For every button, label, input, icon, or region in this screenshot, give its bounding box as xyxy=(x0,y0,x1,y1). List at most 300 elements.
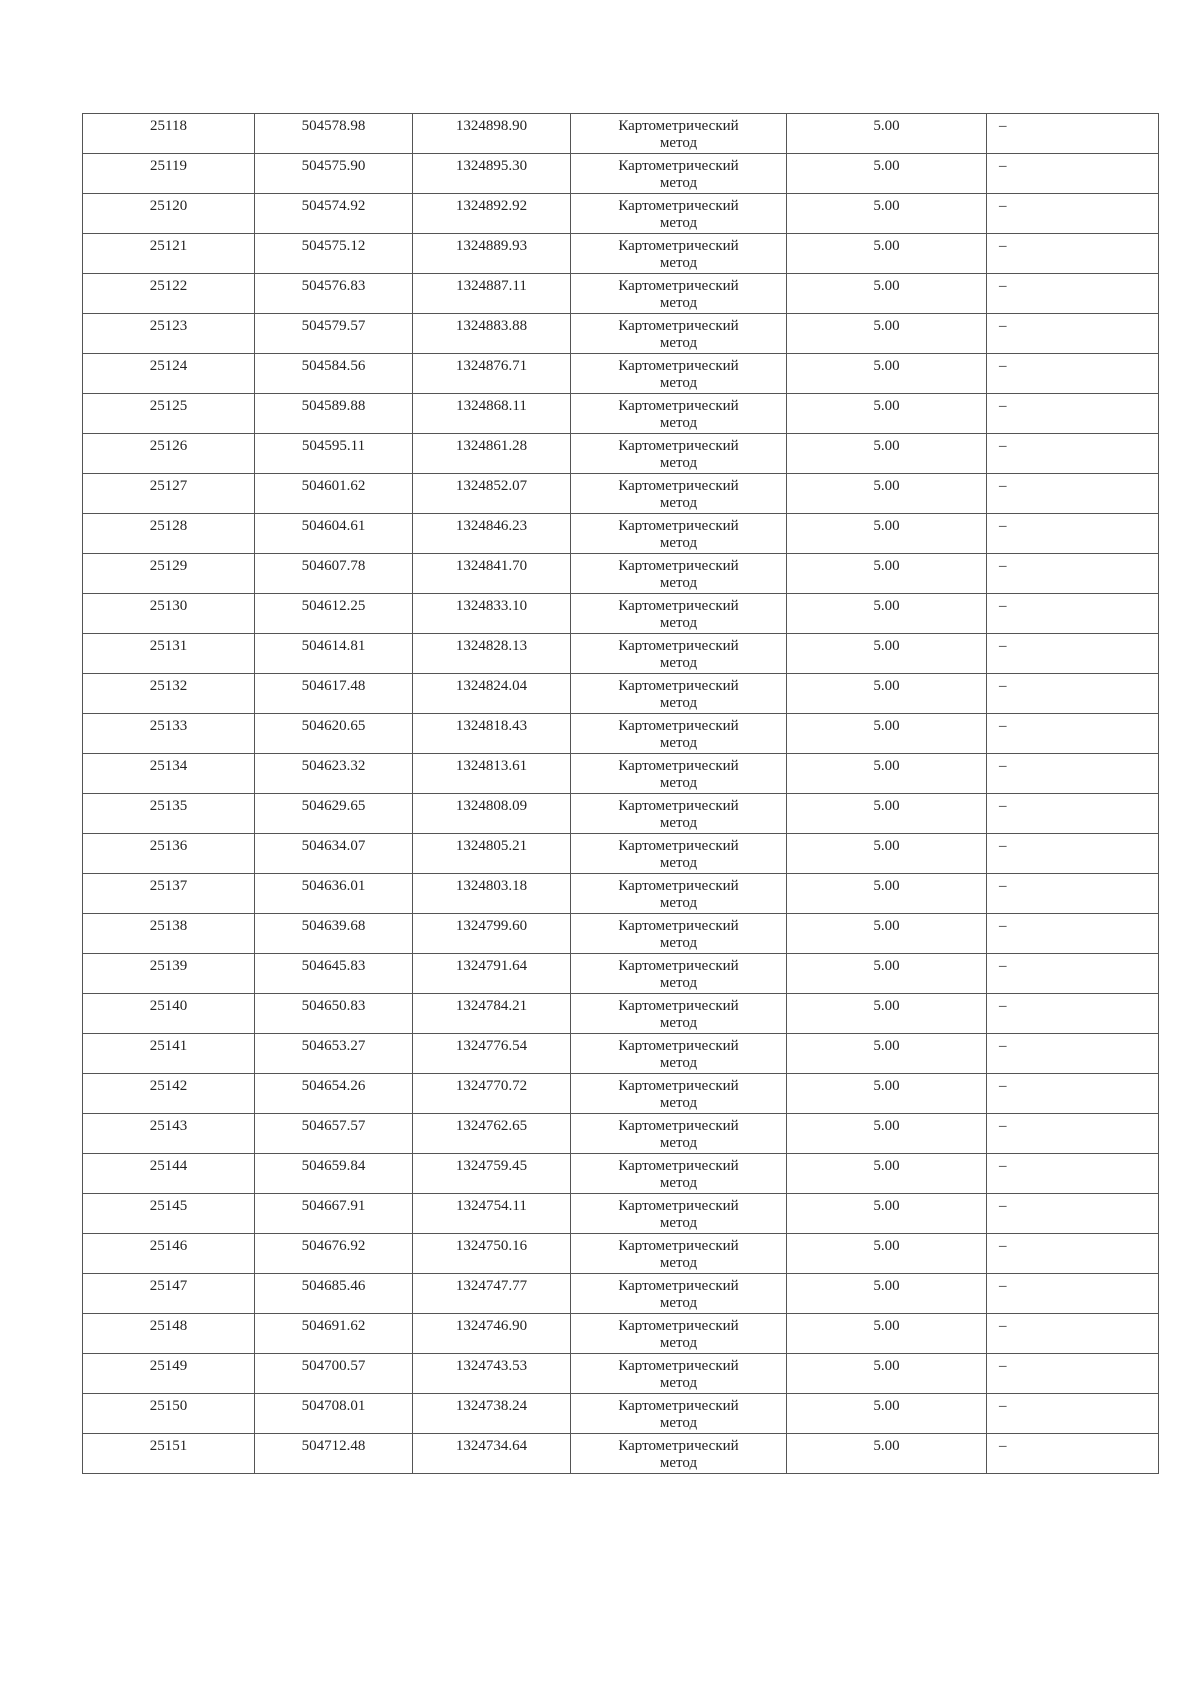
table-row xyxy=(83,954,1159,994)
y-coordinate-cell xyxy=(413,234,571,274)
method-cell xyxy=(571,1154,787,1194)
method-cell xyxy=(571,1034,787,1074)
x-coordinate: 504685.46 xyxy=(301,1278,366,1294)
note-cell xyxy=(987,234,1159,274)
x-coordinate: 504634.07 xyxy=(301,838,366,854)
accuracy-value: 5.00 xyxy=(873,438,900,454)
y-coordinate: 1324841.70 xyxy=(455,558,528,574)
method-line-1: Картометрический xyxy=(618,1078,739,1094)
point-id: 25141 xyxy=(149,1038,188,1054)
accuracy-value: 5.00 xyxy=(873,1198,900,1214)
x-coordinate: 504691.62 xyxy=(301,1318,366,1334)
method-line-1: Картометрический xyxy=(618,398,739,414)
method-line-2: метод xyxy=(659,175,698,191)
method-cell xyxy=(571,834,787,874)
note-cell xyxy=(987,354,1159,394)
y-coordinate-cell xyxy=(413,194,571,234)
method-line-2: метод xyxy=(659,1135,698,1151)
accuracy-cell xyxy=(787,1314,987,1354)
method-line-2: метод xyxy=(659,1015,698,1031)
method-line-1: Картометрический xyxy=(618,998,739,1014)
accuracy-cell xyxy=(787,954,987,994)
point-id: 25143 xyxy=(149,1118,188,1134)
accuracy-cell xyxy=(787,1034,987,1074)
method-line-2: метод xyxy=(659,335,698,351)
point-id-cell xyxy=(83,114,255,154)
note-cell xyxy=(987,794,1159,834)
y-coordinate: 1324852.07 xyxy=(455,478,528,494)
note-value: – xyxy=(999,1118,1007,1134)
note-cell xyxy=(987,1074,1159,1114)
method-line-2: метод xyxy=(659,1175,698,1191)
method-line-1: Картометрический xyxy=(618,1358,739,1374)
y-coordinate: 1324770.72 xyxy=(455,1078,528,1094)
table-row xyxy=(83,554,1159,594)
method-cell xyxy=(571,1114,787,1154)
point-id: 25121 xyxy=(149,238,188,254)
note-value: – xyxy=(999,278,1007,294)
x-coordinate-cell xyxy=(255,1034,413,1074)
point-id: 25124 xyxy=(149,358,188,374)
y-coordinate: 1324805.21 xyxy=(455,838,528,854)
point-id: 25148 xyxy=(149,1318,188,1334)
accuracy-value: 5.00 xyxy=(873,1398,900,1414)
method-line-2: метод xyxy=(659,215,698,231)
accuracy-cell xyxy=(787,1154,987,1194)
y-coordinate: 1324846.23 xyxy=(455,518,528,534)
method-line-1: Картометрический xyxy=(618,838,739,854)
accuracy-cell xyxy=(787,634,987,674)
accuracy-value: 5.00 xyxy=(873,798,900,814)
note-cell xyxy=(987,194,1159,234)
y-coordinate: 1324747.77 xyxy=(455,1278,528,1294)
note-cell xyxy=(987,1114,1159,1154)
table-row xyxy=(83,154,1159,194)
method-line-1: Картометрический xyxy=(618,158,739,174)
point-id-cell xyxy=(83,354,255,394)
accuracy-cell xyxy=(787,514,987,554)
method-cell xyxy=(571,354,787,394)
method-line-2: метод xyxy=(659,735,698,751)
point-id-cell xyxy=(83,634,255,674)
accuracy-value: 5.00 xyxy=(873,478,900,494)
table-row xyxy=(83,914,1159,954)
note-cell xyxy=(987,674,1159,714)
x-coordinate-cell xyxy=(255,1074,413,1114)
x-coordinate: 504574.92 xyxy=(301,198,366,214)
note-value: – xyxy=(999,1198,1007,1214)
point-id: 25142 xyxy=(149,1078,188,1094)
accuracy-cell xyxy=(787,394,987,434)
x-coordinate: 504617.48 xyxy=(301,678,366,694)
accuracy-value: 5.00 xyxy=(873,1158,900,1174)
point-id: 25139 xyxy=(149,958,188,974)
method-line-1: Картометрический xyxy=(618,918,739,934)
point-id: 25146 xyxy=(149,1238,188,1254)
y-coordinate: 1324887.11 xyxy=(456,278,527,294)
note-value: – xyxy=(999,118,1007,134)
x-coordinate-cell xyxy=(255,1434,413,1474)
accuracy-value: 5.00 xyxy=(873,398,900,414)
accuracy-cell xyxy=(787,274,987,314)
point-id-cell xyxy=(83,554,255,594)
x-coordinate-cell xyxy=(255,634,413,674)
method-line-2: метод xyxy=(659,255,698,271)
point-id-cell xyxy=(83,314,255,354)
y-coordinate-cell xyxy=(413,674,571,714)
y-coordinate-cell xyxy=(413,1074,571,1114)
y-coordinate: 1324861.28 xyxy=(455,438,528,454)
method-cell xyxy=(571,1354,787,1394)
y-coordinate-cell xyxy=(413,1354,571,1394)
accuracy-cell xyxy=(787,714,987,754)
x-coordinate: 504623.32 xyxy=(301,758,366,774)
table-row xyxy=(83,1354,1159,1394)
table-row xyxy=(83,754,1159,794)
note-cell xyxy=(987,874,1159,914)
y-coordinate-cell xyxy=(413,1114,571,1154)
x-coordinate-cell xyxy=(255,114,413,154)
point-id-cell xyxy=(83,1114,255,1154)
y-coordinate-cell xyxy=(413,274,571,314)
table-row xyxy=(83,514,1159,554)
point-id: 25145 xyxy=(149,1198,188,1214)
method-line-1: Картометрический xyxy=(618,1038,739,1054)
note-cell xyxy=(987,954,1159,994)
method-cell xyxy=(571,594,787,634)
method-line-2: метод xyxy=(659,1335,698,1351)
x-coordinate-cell xyxy=(255,1234,413,1274)
method-line-2: метод xyxy=(659,535,698,551)
note-value: – xyxy=(999,398,1007,414)
x-coordinate-cell xyxy=(255,554,413,594)
accuracy-cell xyxy=(787,234,987,274)
method-cell xyxy=(571,274,787,314)
point-id-cell xyxy=(83,994,255,1034)
point-id: 25150 xyxy=(149,1398,188,1414)
y-coordinate-cell xyxy=(413,114,571,154)
accuracy-value: 5.00 xyxy=(873,278,900,294)
accuracy-value: 5.00 xyxy=(873,1118,900,1134)
x-coordinate: 504650.83 xyxy=(301,998,366,1014)
x-coordinate-cell xyxy=(255,394,413,434)
y-coordinate: 1324833.10 xyxy=(455,598,528,614)
x-coordinate-cell xyxy=(255,834,413,874)
x-coordinate: 504629.65 xyxy=(301,798,366,814)
method-cell xyxy=(571,394,787,434)
accuracy-cell xyxy=(787,1274,987,1314)
y-coordinate-cell xyxy=(413,1194,571,1234)
x-coordinate: 504700.57 xyxy=(301,1358,366,1374)
point-id-cell xyxy=(83,954,255,994)
method-cell xyxy=(571,514,787,554)
x-coordinate-cell xyxy=(255,1394,413,1434)
point-id: 25127 xyxy=(149,478,188,494)
table-row xyxy=(83,1234,1159,1274)
method-line-1: Картометрический xyxy=(618,798,739,814)
accuracy-cell xyxy=(787,754,987,794)
method-line-2: метод xyxy=(659,935,698,951)
point-id-cell xyxy=(83,834,255,874)
note-cell xyxy=(987,1234,1159,1274)
point-id-cell xyxy=(83,234,255,274)
note-value: – xyxy=(999,758,1007,774)
method-line-1: Картометрический xyxy=(618,878,739,894)
x-coordinate-cell xyxy=(255,354,413,394)
accuracy-value: 5.00 xyxy=(873,878,900,894)
table-row xyxy=(83,1194,1159,1234)
accuracy-value: 5.00 xyxy=(873,558,900,574)
note-cell xyxy=(987,514,1159,554)
method-cell xyxy=(571,314,787,354)
method-line-1: Картометрический xyxy=(618,278,739,294)
y-coordinate: 1324776.54 xyxy=(455,1038,528,1054)
x-coordinate-cell xyxy=(255,1154,413,1194)
note-value: – xyxy=(999,358,1007,374)
note-value: – xyxy=(999,1278,1007,1294)
point-id: 25133 xyxy=(149,718,188,734)
method-cell xyxy=(571,1234,787,1274)
point-id: 25149 xyxy=(149,1358,188,1374)
method-cell xyxy=(571,634,787,674)
y-coordinate-cell xyxy=(413,1274,571,1314)
method-line-1: Картометрический xyxy=(618,638,739,654)
note-cell xyxy=(987,154,1159,194)
table-row xyxy=(83,1114,1159,1154)
accuracy-value: 5.00 xyxy=(873,918,900,934)
method-cell xyxy=(571,714,787,754)
x-coordinate: 504667.91 xyxy=(301,1198,366,1214)
y-coordinate-cell xyxy=(413,314,571,354)
note-cell xyxy=(987,1354,1159,1394)
note-cell xyxy=(987,994,1159,1034)
accuracy-value: 5.00 xyxy=(873,598,900,614)
y-coordinate-cell xyxy=(413,874,571,914)
y-coordinate-cell xyxy=(413,354,571,394)
method-line-1: Картометрический xyxy=(618,598,739,614)
x-coordinate: 504657.57 xyxy=(301,1118,366,1134)
method-line-1: Картометрический xyxy=(618,238,739,254)
point-id: 25118 xyxy=(150,118,187,134)
x-coordinate: 504639.68 xyxy=(301,918,366,934)
method-cell xyxy=(571,434,787,474)
accuracy-cell xyxy=(787,914,987,954)
y-coordinate: 1324883.88 xyxy=(455,318,528,334)
y-coordinate: 1324734.64 xyxy=(455,1438,528,1454)
accuracy-value: 5.00 xyxy=(873,958,900,974)
table-row xyxy=(83,714,1159,754)
accuracy-cell xyxy=(787,834,987,874)
table-row xyxy=(83,234,1159,274)
note-cell xyxy=(987,1034,1159,1074)
note-value: – xyxy=(999,318,1007,334)
point-id: 25130 xyxy=(149,598,188,614)
method-line-1: Картометрический xyxy=(618,1158,739,1174)
x-coordinate-cell xyxy=(255,994,413,1034)
y-coordinate-cell xyxy=(413,994,571,1034)
table-row xyxy=(83,434,1159,474)
note-value: – xyxy=(999,1438,1007,1454)
x-coordinate: 504607.78 xyxy=(301,558,366,574)
table-row xyxy=(83,1154,1159,1194)
accuracy-value: 5.00 xyxy=(873,678,900,694)
method-line-2: метод xyxy=(659,1095,698,1111)
y-coordinate-cell xyxy=(413,394,571,434)
method-line-2: метод xyxy=(659,695,698,711)
accuracy-cell xyxy=(787,114,987,154)
point-id: 25140 xyxy=(149,998,188,1014)
point-id-cell xyxy=(83,874,255,914)
point-id-cell xyxy=(83,1154,255,1194)
y-coordinate: 1324898.90 xyxy=(455,118,528,134)
method-line-2: метод xyxy=(659,455,698,471)
note-cell xyxy=(987,314,1159,354)
accuracy-value: 5.00 xyxy=(873,718,900,734)
y-coordinate: 1324876.71 xyxy=(455,358,528,374)
y-coordinate: 1324750.16 xyxy=(455,1238,528,1254)
x-coordinate: 504708.01 xyxy=(301,1398,366,1414)
point-id-cell xyxy=(83,714,255,754)
x-coordinate-cell xyxy=(255,234,413,274)
note-value: – xyxy=(999,438,1007,454)
accuracy-value: 5.00 xyxy=(873,1438,900,1454)
accuracy-cell xyxy=(787,1394,987,1434)
point-id-cell xyxy=(83,1194,255,1234)
method-line-2: метод xyxy=(659,1255,698,1271)
note-cell xyxy=(987,594,1159,634)
x-coordinate-cell xyxy=(255,594,413,634)
method-line-2: метод xyxy=(659,1295,698,1311)
point-id: 25122 xyxy=(149,278,188,294)
point-id: 25129 xyxy=(149,558,188,574)
point-id-cell xyxy=(83,394,255,434)
note-value: – xyxy=(999,1398,1007,1414)
point-id: 25135 xyxy=(149,798,188,814)
method-line-2: метод xyxy=(659,895,698,911)
accuracy-value: 5.00 xyxy=(873,998,900,1014)
method-cell xyxy=(571,1274,787,1314)
note-cell xyxy=(987,114,1159,154)
note-cell xyxy=(987,1274,1159,1314)
x-coordinate-cell xyxy=(255,194,413,234)
y-coordinate: 1324738.24 xyxy=(455,1398,528,1414)
accuracy-cell xyxy=(787,434,987,474)
note-cell xyxy=(987,754,1159,794)
x-coordinate: 504579.57 xyxy=(301,318,366,334)
accuracy-cell xyxy=(787,1434,987,1474)
x-coordinate-cell xyxy=(255,1314,413,1354)
accuracy-cell xyxy=(787,354,987,394)
note-cell xyxy=(987,914,1159,954)
method-line-2: метод xyxy=(659,1415,698,1431)
method-line-1: Картометрический xyxy=(618,438,739,454)
table-row xyxy=(83,874,1159,914)
accuracy-cell xyxy=(787,1074,987,1114)
accuracy-value: 5.00 xyxy=(873,158,900,174)
accuracy-value: 5.00 xyxy=(873,638,900,654)
accuracy-value: 5.00 xyxy=(873,1078,900,1094)
table-row xyxy=(83,834,1159,874)
y-coordinate: 1324791.64 xyxy=(455,958,528,974)
accuracy-cell xyxy=(787,154,987,194)
note-cell xyxy=(987,834,1159,874)
note-cell xyxy=(987,1314,1159,1354)
method-line-1: Картометрический xyxy=(618,1238,739,1254)
accuracy-cell xyxy=(787,1114,987,1154)
note-value: – xyxy=(999,878,1007,894)
table-row xyxy=(83,114,1159,154)
y-coordinate: 1324746.90 xyxy=(455,1318,528,1334)
method-cell xyxy=(571,554,787,594)
point-id-cell xyxy=(83,1354,255,1394)
point-id: 25144 xyxy=(149,1158,188,1174)
note-value: – xyxy=(999,598,1007,614)
x-coordinate: 504653.27 xyxy=(301,1038,366,1054)
note-value: – xyxy=(999,1038,1007,1054)
note-value: – xyxy=(999,518,1007,534)
method-cell xyxy=(571,914,787,954)
method-line-1: Картометрический xyxy=(618,1198,739,1214)
method-line-1: Картометрический xyxy=(618,678,739,694)
y-coordinate-cell xyxy=(413,154,571,194)
x-coordinate: 504614.81 xyxy=(301,638,366,654)
method-line-2: метод xyxy=(659,1055,698,1071)
table-row xyxy=(83,794,1159,834)
point-id-cell xyxy=(83,474,255,514)
y-coordinate: 1324892.92 xyxy=(455,198,528,214)
table-row xyxy=(83,674,1159,714)
coordinates-table xyxy=(82,113,1159,1474)
y-coordinate: 1324743.53 xyxy=(455,1358,528,1374)
method-line-2: метод xyxy=(659,975,698,991)
method-line-1: Картометрический xyxy=(618,1278,739,1294)
y-coordinate-cell xyxy=(413,514,571,554)
y-coordinate-cell xyxy=(413,434,571,474)
x-coordinate-cell xyxy=(255,434,413,474)
accuracy-cell xyxy=(787,1354,987,1394)
note-value: – xyxy=(999,958,1007,974)
x-coordinate-cell xyxy=(255,274,413,314)
x-coordinate: 504575.90 xyxy=(301,158,366,174)
x-coordinate-cell xyxy=(255,914,413,954)
point-id-cell xyxy=(83,794,255,834)
method-line-2: метод xyxy=(659,495,698,511)
method-line-2: метод xyxy=(659,1455,698,1471)
x-coordinate-cell xyxy=(255,1274,413,1314)
accuracy-value: 5.00 xyxy=(873,358,900,374)
method-line-2: метод xyxy=(659,855,698,871)
x-coordinate: 504659.84 xyxy=(301,1158,366,1174)
accuracy-cell xyxy=(787,794,987,834)
y-coordinate-cell xyxy=(413,794,571,834)
y-coordinate: 1324803.18 xyxy=(455,878,528,894)
y-coordinate: 1324868.11 xyxy=(456,398,527,414)
point-id-cell xyxy=(83,514,255,554)
point-id: 25138 xyxy=(149,918,188,934)
y-coordinate: 1324762.65 xyxy=(455,1118,528,1134)
x-coordinate-cell xyxy=(255,514,413,554)
accuracy-cell xyxy=(787,194,987,234)
point-id: 25137 xyxy=(149,878,188,894)
point-id-cell xyxy=(83,1074,255,1114)
point-id-cell xyxy=(83,1274,255,1314)
y-coordinate-cell xyxy=(413,1394,571,1434)
note-cell xyxy=(987,434,1159,474)
note-value: – xyxy=(999,1078,1007,1094)
table-row xyxy=(83,994,1159,1034)
method-line-2: метод xyxy=(659,655,698,671)
point-id-cell xyxy=(83,1234,255,1274)
